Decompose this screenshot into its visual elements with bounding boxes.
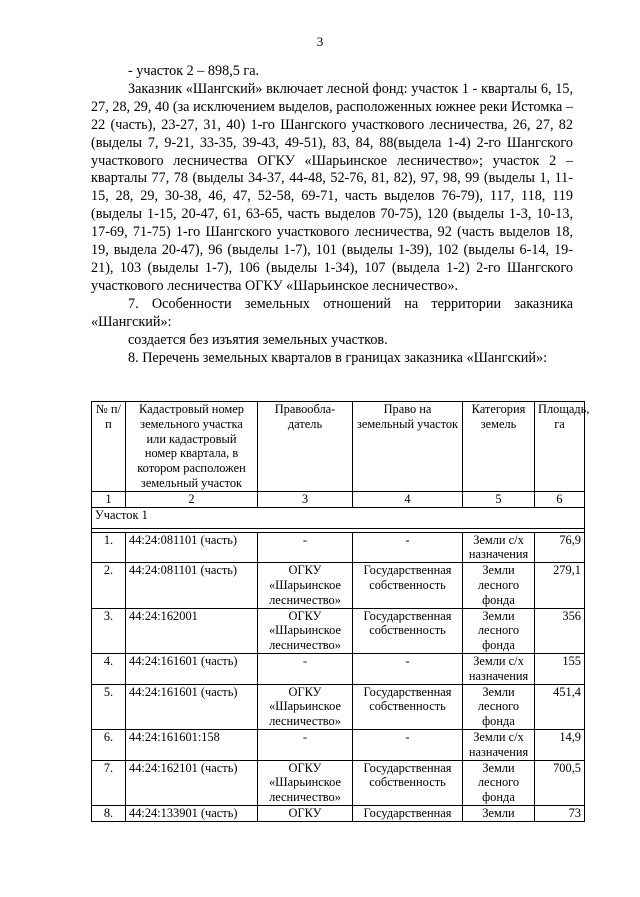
- header-owner: Правообла-датель: [258, 402, 353, 492]
- cadastral-table: [91, 401, 590, 822]
- table-row: [92, 684, 585, 729]
- owner: -: [258, 532, 353, 563]
- area: 356: [535, 608, 585, 653]
- column-number: 4: [353, 491, 463, 507]
- row-number: 5.: [92, 684, 126, 729]
- land-category: Земли лесного фонда: [463, 760, 535, 805]
- table-row: [92, 760, 585, 805]
- land-category: Земли лесного фонда: [463, 684, 535, 729]
- land-category: Земли с/х назначения: [463, 653, 535, 684]
- table-row: [92, 608, 585, 653]
- cadastral-number: 44:24:161601:158: [126, 729, 258, 760]
- table-row: [92, 729, 585, 760]
- column-number: 3: [258, 491, 353, 507]
- row-number: 6.: [92, 729, 126, 760]
- area: 700,5: [535, 760, 585, 805]
- right: Государственная собственность: [353, 760, 463, 805]
- column-number: 1: [92, 491, 126, 507]
- table-row: [92, 653, 585, 684]
- land-category: Земли с/х назначения: [463, 729, 535, 760]
- section-label: Участок 1: [92, 507, 585, 528]
- header-cadastral: Кадастровый номер земельного участка или кадастровый номер квартала, в котором расположен земельный участок: [126, 402, 258, 492]
- row-number: 3.: [92, 608, 126, 653]
- header-category: Категория земель: [463, 402, 535, 492]
- paragraph-section-7-text: создается без изъятия земельных участков.: [128, 331, 388, 348]
- cadastral-number: 44:24:081101 (часть): [126, 532, 258, 563]
- table-row: [92, 805, 585, 821]
- land-category: Земли лесного фонда: [463, 563, 535, 608]
- row-number: 8.: [92, 805, 126, 821]
- land-category: Земли: [463, 805, 535, 821]
- cadastral-number: 44:24:161601 (часть): [126, 653, 258, 684]
- column-number: 2: [126, 491, 258, 507]
- land-category: Земли с/х назначения: [463, 532, 535, 563]
- cadastral-number: 44:24:162001: [126, 608, 258, 653]
- table-row: [92, 563, 585, 608]
- right: -: [353, 532, 463, 563]
- table-row: [92, 532, 585, 563]
- body-text: [91, 63, 573, 367]
- column-number-row: [92, 491, 585, 507]
- right: Государственная: [353, 805, 463, 821]
- cadastral-number: 44:24:161601 (часть): [126, 684, 258, 729]
- right: -: [353, 729, 463, 760]
- owner: ОГКУ: [258, 805, 353, 821]
- right: Государственная собственность: [353, 563, 463, 608]
- header-area: Площадь, га: [535, 402, 585, 492]
- owner: ОГКУ «Шарьинское лесничество»: [258, 684, 353, 729]
- cadastral-number: 44:24:162101 (часть): [126, 760, 258, 805]
- paragraph-plot-2-area: - участок 2 – 898,5 га.: [128, 63, 260, 79]
- land-category: Земли лесного фонда: [463, 608, 535, 653]
- area: 279,1: [535, 563, 585, 608]
- right: Государственная собственность: [353, 684, 463, 729]
- row-number: 2.: [92, 563, 126, 608]
- column-number: 6: [535, 491, 585, 507]
- cadastral-number: 44:24:081101 (часть): [126, 563, 258, 608]
- header-right: Право на земельный участок: [353, 402, 463, 492]
- paragraph-section-7: 7. Особенности земельных отношений на территории заказника «Шангский»:: [91, 295, 573, 330]
- header-number: № п/п: [92, 402, 126, 492]
- paragraph-reserve-composition: Заказник «Шангский» включает лесной фонд: участок 1 - кварталы 6, 15, 27, 28, 29, 40 (за исключением выделов, расположенных южнее реки Истомка – 22 (часть), 23-27, 31, 40) 1-го Шангского участкового лесничества, 26, 27, 82 (выделы 7, 9-21, 33-35, 39-43, 49-51), 83, 84, 88(выдела 1-4) 2-го Шангского участкового лесничества ОГКУ «Шарьинское лесничество»; участок 2 – кварталы 77, 78 (выделы 34-37, 44-48, 52-76, 81, 82), 97, 98, 99 (выделы 1, 11-15, 28, 29, 30-38, 46, 47, 52-58, 69-71, часть выделов 76-79), 117, 118, 119 (выделы 1-15, 20-47, 61, 63-65, часть выделов 70-75), 120 (выделы 1-3, 10-13, 17-69, 71-75) 1-го Шангского участкового лесничества, 92 (часть выделов 18, 19, выдела 20-47), 96 (выделы 1-7), 101 (выделы 1-39), 102 (выделы 6-14, 19-21), 103 (выделы 1-7), 106 (выделы 1-34), 107 (выдела 1-2) 2-го Шангского участкового лесничества ОГКУ «Шарьинское лесничество».: [91, 80, 573, 294]
- owner: -: [258, 729, 353, 760]
- area: 14,9: [535, 729, 585, 760]
- owner: ОГКУ «Шарьинское лесничество»: [258, 608, 353, 653]
- table-header-row: [92, 402, 585, 492]
- area: 73: [535, 805, 585, 821]
- column-number: 5: [463, 491, 535, 507]
- right: -: [353, 653, 463, 684]
- right: Государственная собственность: [353, 608, 463, 653]
- section-row: [92, 507, 585, 528]
- paragraph-section-8: 8. Перечень земельных кварталов в границах заказника «Шангский»:: [128, 349, 548, 366]
- row-number: 4.: [92, 653, 126, 684]
- page-number: 3: [316, 34, 324, 49]
- row-number: 7.: [92, 760, 126, 805]
- area: 155: [535, 653, 585, 684]
- owner: -: [258, 653, 353, 684]
- owner: ОГКУ «Шарьинское лесничество»: [258, 760, 353, 805]
- area: 451,4: [535, 684, 585, 729]
- row-number: 1.: [92, 532, 126, 563]
- area: 76,9: [535, 532, 585, 563]
- cadastral-number: 44:24:133901 (часть): [126, 805, 258, 821]
- owner: ОГКУ «Шарьинское лесничество»: [258, 563, 353, 608]
